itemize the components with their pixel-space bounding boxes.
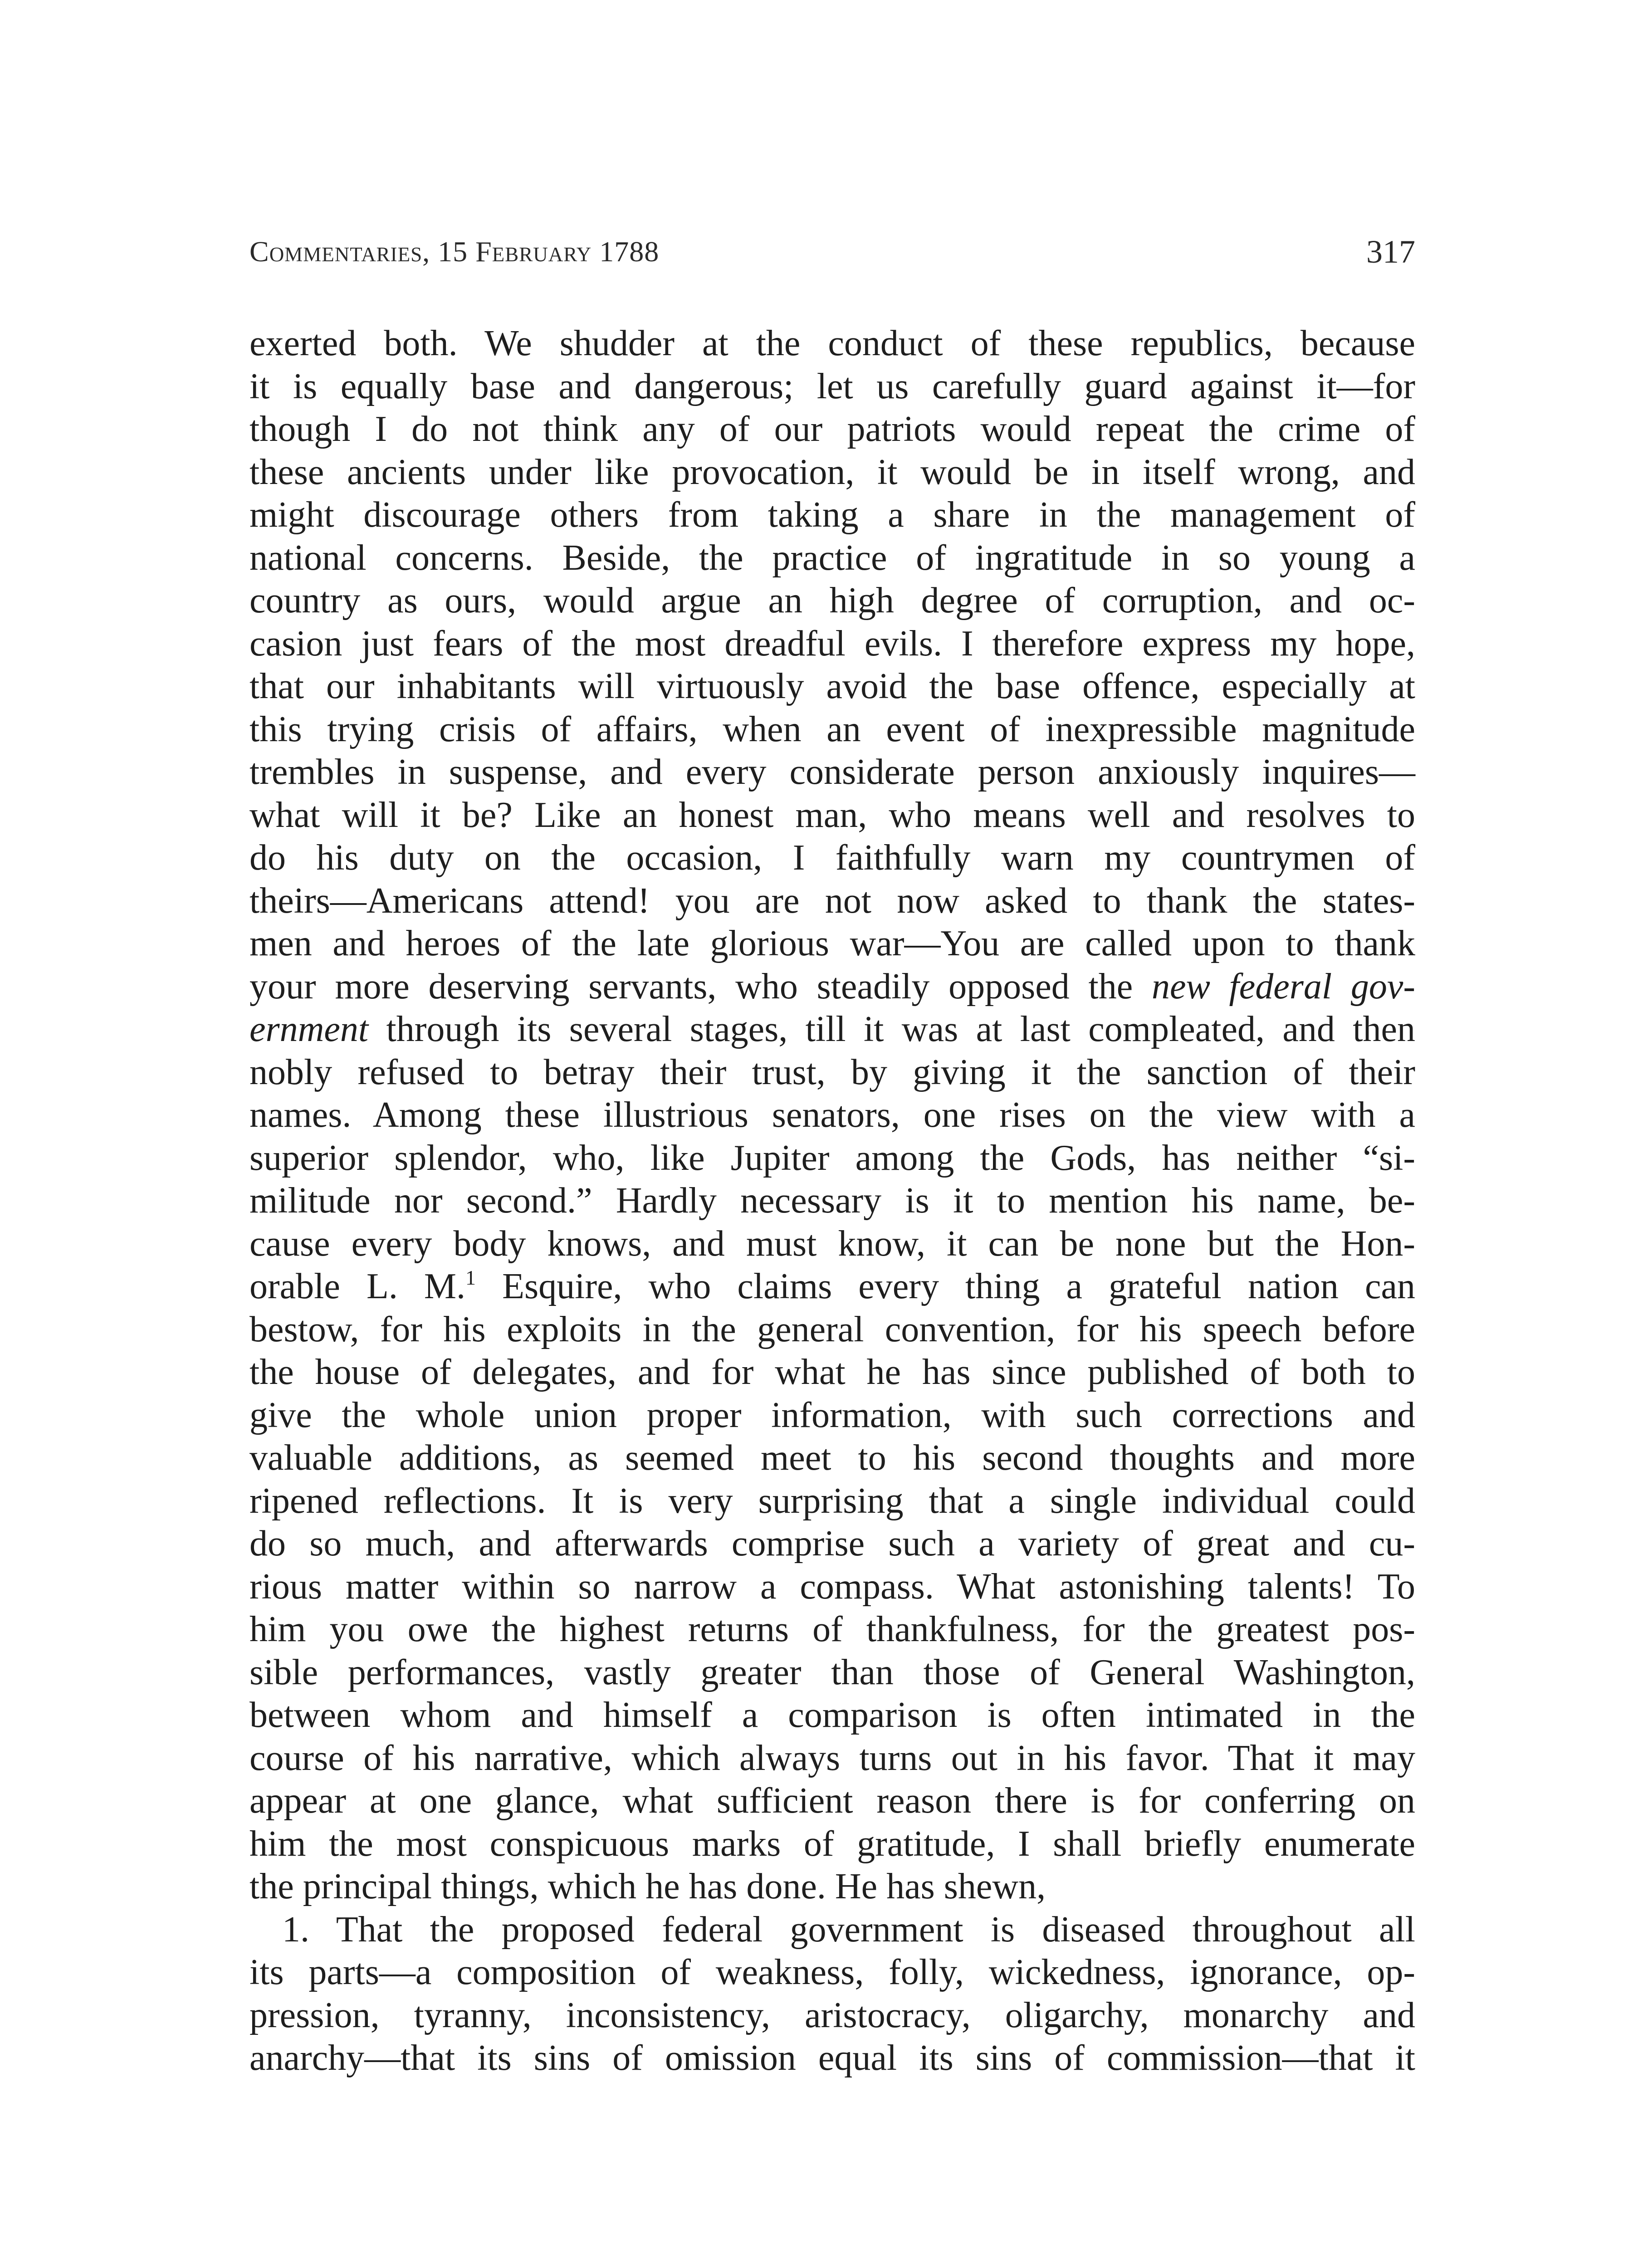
text-line: names. Among these illustrious senators, one rises on the view with a [249, 1095, 1415, 1135]
text-line: theirs—Americans attend! you are not now asked to thank the states- [249, 880, 1415, 921]
running-head-title: Commentaries, 15 February 1788 [249, 235, 660, 268]
text-line: him the most conspicuous marks of gratitude, I shall briefly enumerate [249, 1823, 1415, 1864]
text-line: what will it be? Like an honest man, who means well and resolves to [249, 795, 1415, 835]
text-line [249, 1008, 1415, 1051]
text-line [249, 1265, 1415, 1308]
footnote-marker[interactable]: 1 [465, 1266, 476, 1289]
italic-title: new federal gov- [1151, 966, 1415, 1007]
text-line: between whom and himself a comparison is often intimated in the [249, 1695, 1415, 1735]
text-line: national concerns. Beside, the practice of ingratitude in so young a [249, 538, 1415, 578]
text-run: through its several stages, till it was at last compleated, and then [368, 1009, 1415, 1049]
text-line: valuable additions, as seemed meet to his second thoughts and more [249, 1438, 1415, 1478]
text-line: do his duty on the occasion, I faithfully warn my countrymen of [249, 838, 1415, 878]
italic-title: ernment [249, 1009, 369, 1049]
text-line: though I do not think any of our patriots would repeat the crime of [249, 409, 1415, 449]
text-line: cause every body knows, and must know, it can be none but the Hon- [249, 1223, 1415, 1264]
text-line: men and heroes of the late glorious war—You are called upon to thank [249, 924, 1415, 963]
text-line: exerted both. We shudder at the conduct of these republics, because [249, 323, 1415, 363]
text-line: the principal things, which he has done. He has shewn, [249, 1867, 1046, 1906]
text-line: him you owe the highest returns of thankfulness, for the greatest pos- [249, 1609, 1415, 1649]
text-line: its parts—a composition of weakness, folly, wickedness, ignorance, op- [249, 1952, 1415, 1992]
text-line: course of his narrative, which always turns out in his favor. That it may [249, 1738, 1415, 1778]
text-line: it is equally base and dangerous; let us carefully guard against it—for [249, 366, 1415, 406]
running-head [249, 229, 1415, 274]
text-line: bestow, for his exploits in the general convention, for his speech before [249, 1309, 1415, 1349]
text-line: casion just fears of the most dreadful evils. I therefore express my hope, [249, 623, 1415, 664]
text-line: ripened reflections. It is very surprising that a single individual could [249, 1481, 1415, 1521]
page-number: 317 [1366, 234, 1415, 270]
text-line: militude nor second.” Hardly necessary is it to mention his name, be- [249, 1181, 1415, 1221]
text-line: superior splendor, who, like Jupiter among the Gods, has neither “si- [249, 1138, 1415, 1178]
text-line: anarchy—that its sins of omission equal its sins of commission—that it [249, 2038, 1415, 2078]
text-line: this trying crisis of affairs, when an event of inexpressible magnitude [249, 709, 1415, 749]
text-line: pression, tyranny, inconsistency, aristocracy, oligarchy, monarchy and [249, 1995, 1415, 2035]
text-line [249, 965, 1415, 1008]
text-line: rious matter within so narrow a compass. What astonishing talents! To [249, 1566, 1415, 1607]
text-line: give the whole union proper information, with such corrections and [249, 1395, 1415, 1435]
text-run: Esquire, who claims every thing a grateful nation can [476, 1266, 1415, 1306]
body-text [249, 322, 1415, 2080]
text-line: nobly refused to betray their trust, by giving it the sanction of their [249, 1052, 1415, 1092]
text-line: might discourage others from taking a share in the management of [249, 495, 1415, 535]
text-line: these ancients under like provocation, it would be in itself wrong, and [249, 452, 1415, 492]
text-line: trembles in suspense, and every considerate person anxiously inquires— [249, 752, 1415, 792]
text-line: the house of delegates, and for what he has since published of both to [249, 1352, 1415, 1392]
text-run: orable L. M. [249, 1266, 466, 1306]
text-line: appear at one glance, what sufficient reason there is for conferring on [249, 1781, 1415, 1821]
text-line: country as ours, would argue an high degree of corruption, and oc- [249, 581, 1415, 621]
text-line: sible performances, vastly greater than those of General Washington, [249, 1652, 1415, 1692]
text-line: 1. That the proposed federal government is diseased throughout all [282, 1909, 1415, 1950]
text-line: do so much, and afterwards comprise such a variety of great and cu- [249, 1524, 1415, 1564]
text-run: your more deserving servants, who steadily opposed the [249, 966, 1152, 1007]
text-line: that our inhabitants will virtuously avoid the base offence, especially at [249, 666, 1415, 706]
